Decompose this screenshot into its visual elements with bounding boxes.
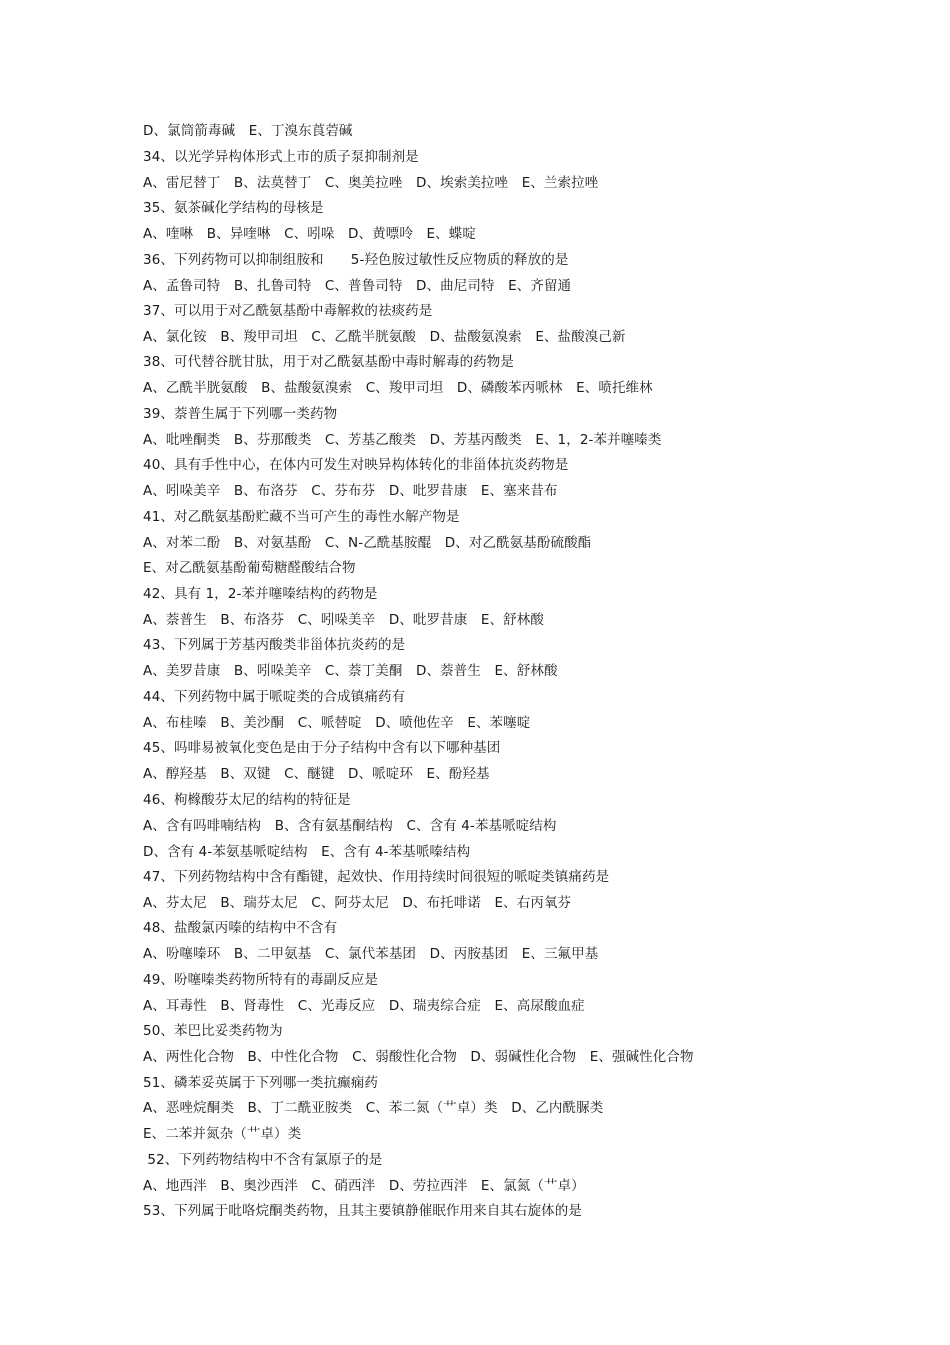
question-34: 34、以光学异构体形式上市的质子泵抑制剂是 [143, 149, 419, 165]
question-40: 40、具有手性中心，在体内可发生对映异构体转化的非甾体抗炎药物是 [143, 457, 569, 473]
question-35: 35、氨茶碱化学结构的母核是 [143, 200, 324, 216]
question-49: 49、吩噻嗪类药物所特有的毒副反应是 [143, 972, 378, 988]
options-46: A、含有吗啡喃结构 B、含有氨基酮结构 C、含有 4-苯基哌啶结构 [143, 818, 557, 834]
options-51: A、恶唑烷酮类 B、丁二酰亚胺类 C、苯二氮（艹卓）类 D、乙内酰脲类 [143, 1100, 604, 1116]
question-43: 43、下列属于芳基丙酸类非甾体抗炎药的是 [143, 637, 406, 653]
question-47: 47、下列药物结构中含有酯键，起效快、作用持续时间很短的哌啶类镇痛药是 [143, 869, 610, 885]
options-41: A、对苯二酚 B、对氨基酚 C、N-乙酰基胺醌 D、对乙酰氨基酚硫酸酯 [143, 535, 592, 551]
options-50: A、两性化合物 B、中性化合物 C、弱酸性化合物 D、弱碱性化合物 E、强碱性化合物 [143, 1049, 694, 1065]
options-44: A、布桂嗪 B、美沙酮 C、哌替啶 D、喷他佐辛 E、苯噻啶 [143, 715, 531, 731]
options-52: A、地西泮 B、奥沙西泮 C、硝西泮 D、劳拉西泮 E、氯氮（艹卓） [143, 1178, 585, 1194]
options-36: A、孟鲁司特 B、扎鲁司特 C、普鲁司特 D、曲尼司特 E、齐留通 [143, 278, 572, 294]
options-46-cont: D、含有 4-苯氨基哌啶结构 E、含有 4-苯基哌嗪结构 [143, 844, 471, 860]
options-49: A、耳毒性 B、肾毒性 C、光毒反应 D、瑞夷综合症 E、高尿酸血症 [143, 998, 585, 1014]
question-50: 50、苯巴比妥类药物为 [143, 1023, 283, 1039]
options-45: A、醇羟基 B、双键 C、醚键 D、哌啶环 E、酚羟基 [143, 766, 490, 782]
question-45: 45、吗啡易被氧化变色是由于分子结构中含有以下哪种基团 [143, 740, 501, 756]
options-34: A、雷尼替丁 B、法莫替丁 C、奥美拉唑 D、埃索美拉唑 E、兰索拉唑 [143, 175, 599, 191]
options-43: A、美罗昔康 B、吲哚美辛 C、萘丁美酮 D、萘普生 E、舒林酸 [143, 663, 558, 679]
options-51-cont: E、二苯并氮杂（艹卓）类 [143, 1126, 302, 1142]
options-38: A、乙酰半胱氨酸 B、盐酸氨溴索 C、羧甲司坦 D、磷酸苯丙哌林 E、喷托维林 [143, 380, 653, 396]
options-35: A、喹啉 B、异喹啉 C、吲哚 D、黄嘌呤 E、蝶啶 [143, 226, 476, 242]
options-48: A、吩噻嗪环 B、二甲氨基 C、氯代苯基团 D、丙胺基团 E、三氟甲基 [143, 946, 599, 962]
question-48: 48、盐酸氯丙嗪的结构中不含有 [143, 920, 338, 936]
options-42: A、萘普生 B、布洛芬 C、吲哚美辛 D、吡罗昔康 E、舒林酸 [143, 612, 544, 628]
question-53: 53、下列属于吡咯烷酮类药物，且其主要镇静催眠作用来自其右旋体的是 [143, 1203, 582, 1219]
question-38: 38、可代替谷胱甘肽，用于对乙酰氨基酚中毒时解毒的药物是 [143, 354, 514, 370]
question-52: 52、下列药物结构中不含有氯原子的是 [143, 1152, 383, 1168]
question-46: 46、枸橼酸芬太尼的结构的特征是 [143, 792, 351, 808]
question-36: 36、下列药物可以抑制组胺和 5-羟色胺过敏性反应物质的释放的是 [143, 252, 569, 268]
options-39: A、吡唑酮类 B、芬那酸类 C、芳基乙酸类 D、芳基丙酸类 E、1，2-苯并噻嗪类 [143, 432, 662, 448]
question-42: 42、具有 1，2-苯并噻嗪结构的药物是 [143, 586, 378, 602]
question-51: 51、磷苯妥英属于下列哪一类抗癫痫药 [143, 1075, 378, 1091]
options-37: A、氯化铵 B、羧甲司坦 C、乙酰半胱氨酸 D、盐酸氨溴索 E、盐酸溴己新 [143, 329, 626, 345]
question-44: 44、下列药物中属于哌啶类的合成镇痛药有 [143, 689, 406, 705]
options-40: A、吲哚美辛 B、布洛芬 C、芬布芬 D、吡罗昔康 E、塞来昔布 [143, 483, 558, 499]
question-37: 37、可以用于对乙酰氨基酚中毒解救的祛痰药是 [143, 303, 433, 319]
text-line: D、氯筒箭毒碱 E、丁溴东莨菪碱 [143, 123, 353, 139]
options-47: A、芬太尼 B、瑞芬太尼 C、阿芬太尼 D、布托啡诺 E、右丙氧芬 [143, 895, 572, 911]
options-41-cont: E、对乙酰氨基酚葡萄糖醛酸结合物 [143, 560, 356, 576]
question-41: 41、对乙酰氨基酚贮藏不当可产生的毒性水解产物是 [143, 509, 460, 525]
question-39: 39、萘普生属于下列哪一类药物 [143, 406, 338, 422]
